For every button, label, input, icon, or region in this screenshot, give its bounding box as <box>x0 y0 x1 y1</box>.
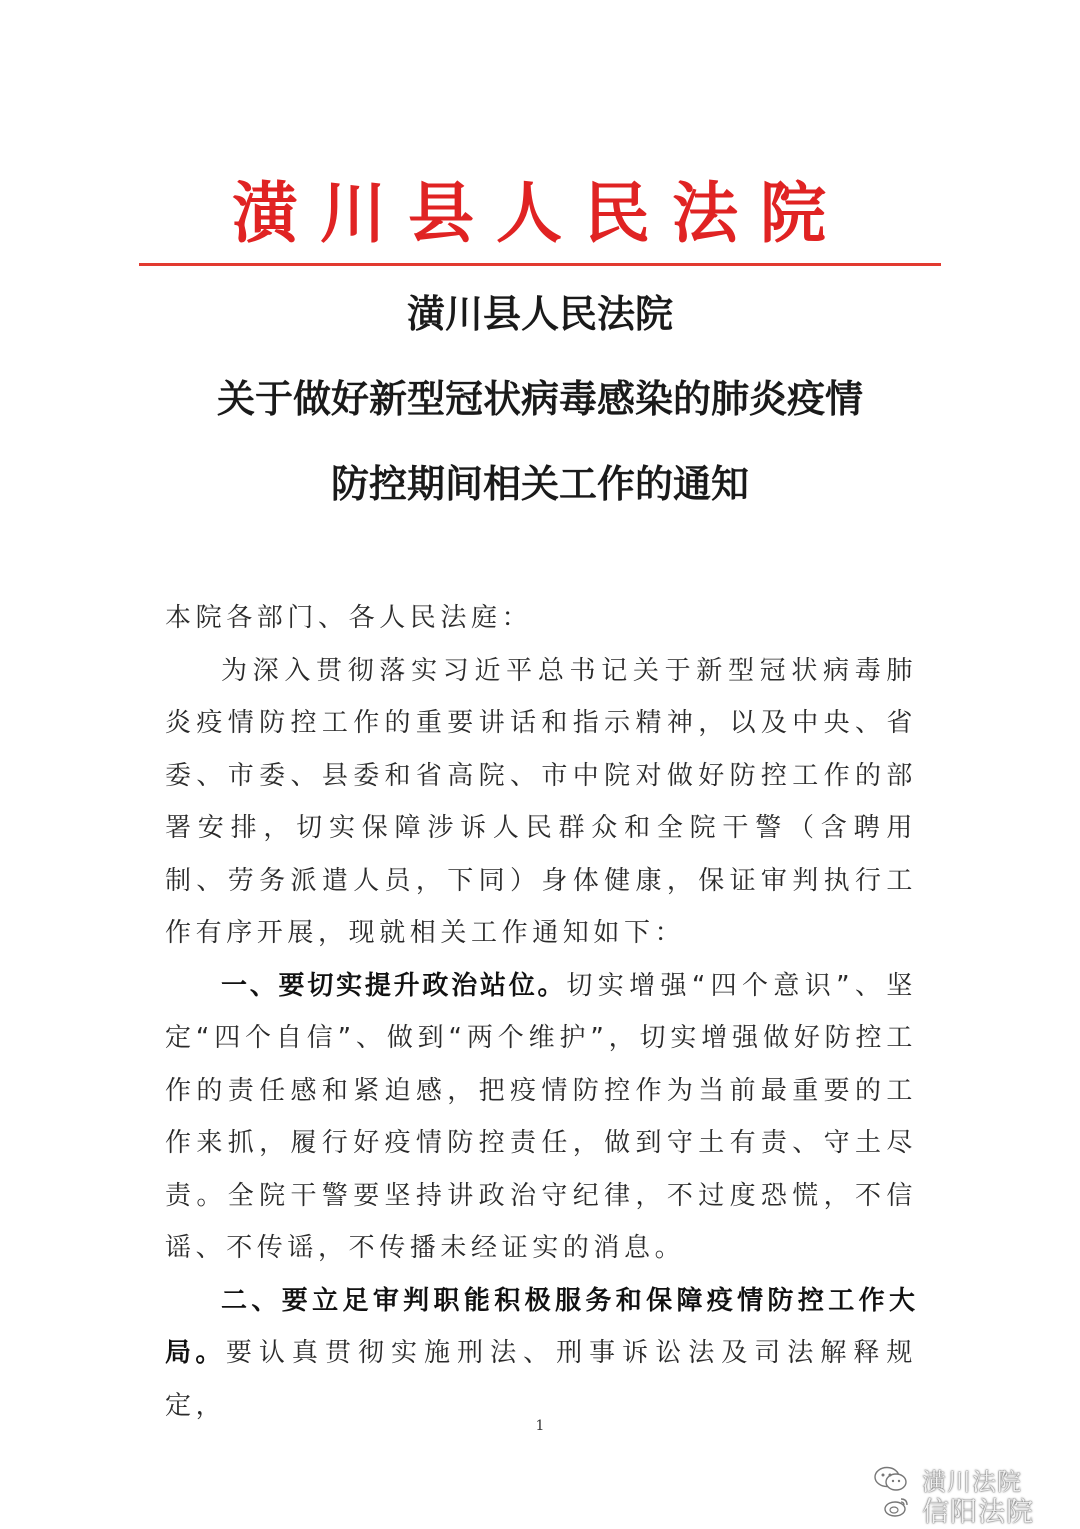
notice-title <box>140 284 940 539</box>
title-line-2: 关于做好新型冠状病毒感染的肺炎疫情 <box>216 376 863 421</box>
section-2-paragraph <box>165 1275 917 1433</box>
masthead-title: 潢川县人民法院 <box>232 174 848 252</box>
weibo-icon <box>884 1496 910 1518</box>
watermark-line-2: 信阳法院 <box>922 1497 1034 1528</box>
section-1-text: 切实增强“四个意识”、坚定“四个自信”、做到“两个维护”，切实增强做好防控工作的责任感和紧迫感，把疫情防控作为当前最重要的工作来抓，履行好疫情防控责任，做到守土有责、守土尽责。全院干警要坚持讲政治守纪律，不过度恐慌，不信谣、不传谣，不传播未经证实的消息。 <box>165 970 917 1263</box>
intro-paragraph: 为深入贯彻落实习近平总书记关于新型冠状病毒肺炎疫情防控工作的重要讲话和指示精神，以及中央、省委、市委、县委和省高院、市中院对做好防控工作的部署安排，切实保障涉诉人民群众和全院干警（含聘用制、劳务派遣人员，下同）身体健康，保证审判执行工作有序开展，现就相关工作通知如下： <box>165 655 917 948</box>
section-2-text: 要认真贯彻实施刑法、刑事诉讼法及司法解释规定， <box>165 1338 917 1421</box>
red-divider-line <box>139 263 941 266</box>
wechat-icon <box>874 1466 908 1492</box>
watermark <box>870 1462 1070 1528</box>
section-1-paragraph <box>165 960 917 1275</box>
notice-body <box>165 592 917 1432</box>
watermark-line-1: 潢川法院 <box>922 1468 1022 1496</box>
title-line-3: 防控期间相关工作的通知 <box>330 461 749 506</box>
salutation: 本院各部门、各人民法庭： <box>165 603 533 633</box>
section-1-heading: 一、要切实提升政治站位。 <box>221 970 567 1001</box>
page-number: 1 <box>535 1418 545 1434</box>
section-2-heading: 二、要立足审判职能积极服务和保障疫情防控工作大局。 <box>165 1285 917 1368</box>
title-line-1: 潢川县人民法院 <box>406 291 673 336</box>
